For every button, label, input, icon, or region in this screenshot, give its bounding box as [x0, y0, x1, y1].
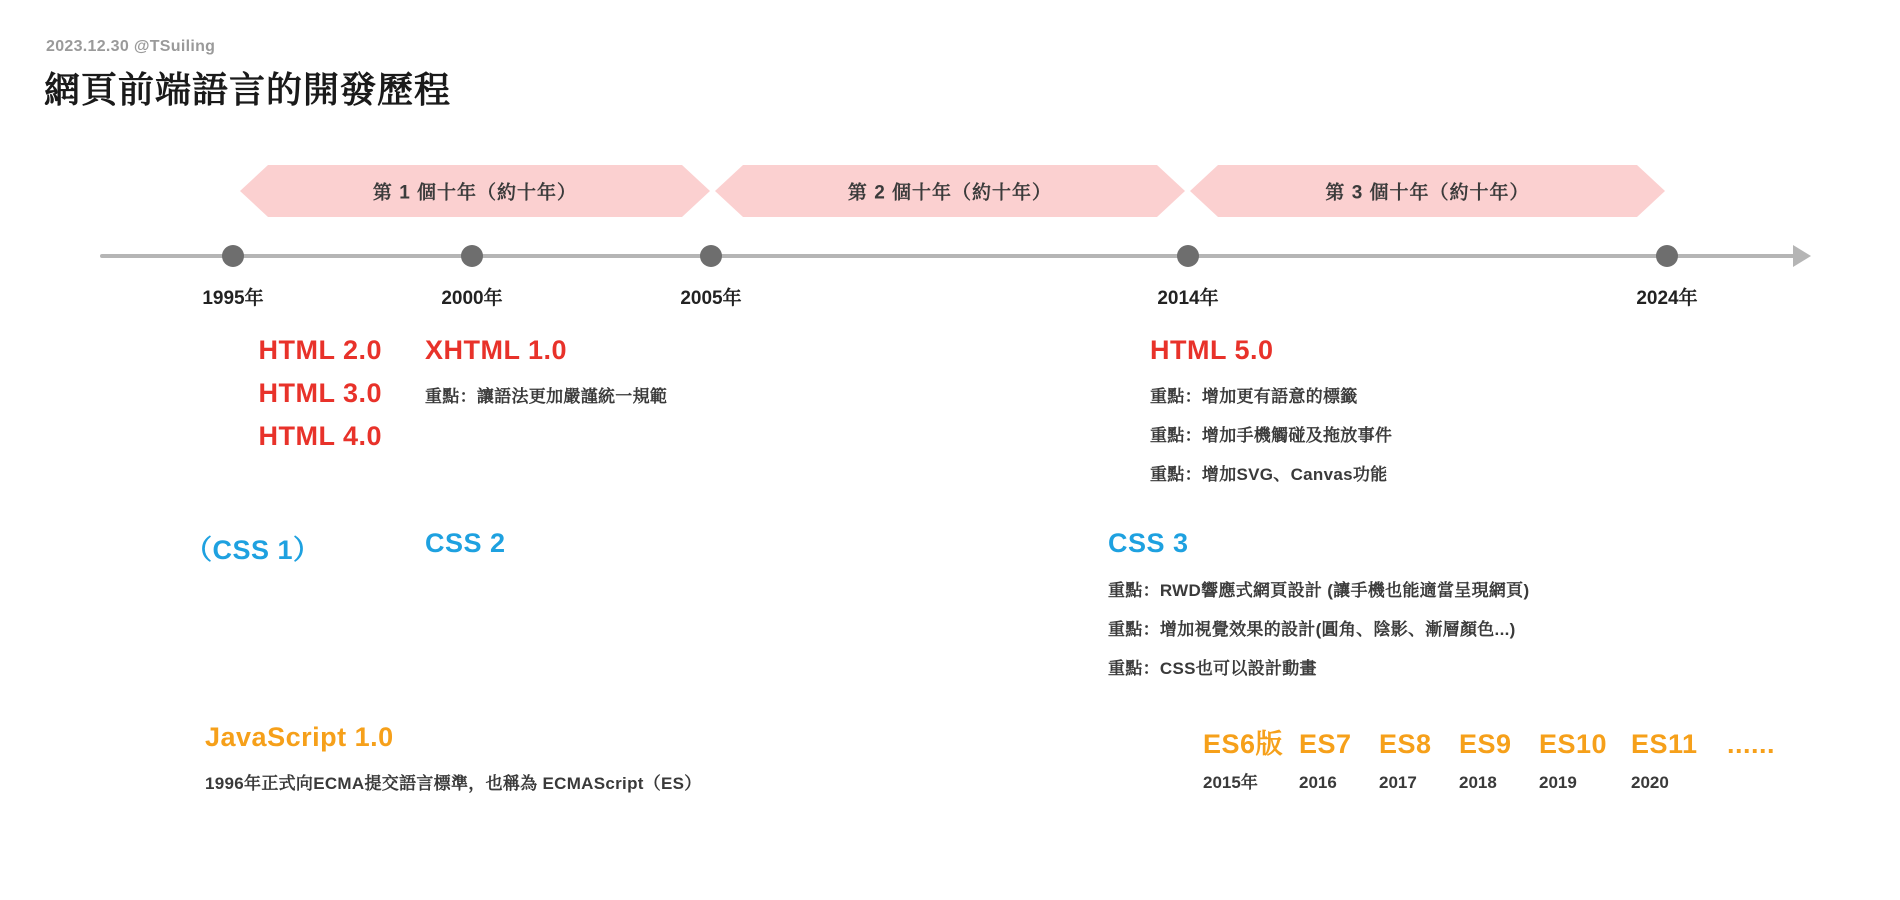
timeline-node	[1656, 245, 1678, 267]
js-2000-group	[205, 722, 702, 794]
css3-note: 重點：RWD響應式網頁設計 (讓手機也能適當呈現網頁)	[1108, 581, 1530, 600]
css3-note: 重點：增加視覺效果的設計(圓角、陰影、漸層顏色...)	[1108, 620, 1516, 639]
css3-note: 重點：CSS也可以設計動畫	[1108, 659, 1317, 678]
es-year-label: 2016	[1299, 773, 1337, 792]
page-title: 網頁前端語言的開發歷程	[44, 69, 452, 110]
timeline-year-label: 2000年	[441, 288, 503, 309]
es-year-label: 2015年	[1203, 773, 1258, 792]
css-2000-group	[425, 528, 506, 559]
html5-note: 重點：增加手機觸碰及拖放事件	[1150, 426, 1393, 445]
decade-arrow-1	[240, 165, 710, 217]
html-version-item: HTML 4.0	[258, 421, 382, 451]
html5-note: 重點：增加SVG、Canvas功能	[1150, 465, 1388, 484]
es-year-label: 2018	[1459, 773, 1497, 792]
es-year-label: 2017	[1379, 773, 1417, 792]
timeline-year-label: 1995年	[202, 288, 264, 309]
es-version-label: ES9	[1459, 729, 1512, 759]
xhtml-note: 重點：讓語法更加嚴謹統一規範	[425, 387, 668, 406]
timeline-year-label: 2014年	[1157, 288, 1219, 309]
css-2014-group	[1108, 528, 1529, 679]
css1-title: （CSS 1）	[185, 535, 321, 565]
es-version-label: ES7	[1299, 729, 1352, 759]
javascript-note: 1996年正式向ECMA提交語言標準，也稱為 ECMAScript（ES）	[205, 774, 702, 793]
html-2014-group	[1150, 335, 1392, 485]
author-handle: @TSuiling	[133, 38, 216, 55]
timeline-node	[700, 245, 722, 267]
css2-title: CSS 2	[425, 528, 506, 558]
decade-arrow-label: 第 2 個十年（約十年）	[847, 182, 1053, 204]
es-years-row	[1203, 768, 1727, 793]
decade-arrow-2	[715, 165, 1185, 217]
es-versions-row	[1203, 722, 1775, 761]
decade-arrow-label: 第 1 個十年（約十年）	[372, 182, 578, 204]
xhtml-title: XHTML 1.0	[425, 335, 568, 365]
timeline-year-label: 2005年	[680, 288, 742, 309]
timeline-arrow-head-icon	[1793, 245, 1811, 267]
meta-line	[46, 38, 215, 56]
html-version-item: HTML 3.0	[258, 378, 382, 408]
publish-date: 2023.12.30	[46, 38, 130, 55]
timeline-node	[1177, 245, 1199, 267]
html5-title: HTML 5.0	[1150, 335, 1274, 365]
es-version-label: ES8	[1379, 729, 1432, 759]
es-year-label: 2020	[1631, 773, 1669, 792]
html-version-item: HTML 2.0	[258, 335, 382, 365]
css3-title: CSS 3	[1108, 528, 1189, 558]
javascript-title: JavaScript 1.0	[205, 722, 394, 752]
decade-arrow-label: 第 3 個十年（約十年）	[1325, 182, 1530, 204]
html-2000-group	[425, 335, 667, 407]
timeline-year-label: 2024年	[1636, 288, 1698, 309]
es-version-label: ......	[1727, 729, 1776, 759]
css-1995-group	[185, 528, 321, 567]
es-year-label: 2019	[1539, 773, 1577, 792]
timeline-node	[222, 245, 244, 267]
es-version-label: ES10	[1539, 729, 1608, 759]
html-1995-group	[0, 335, 382, 452]
html5-note: 重點：增加更有語意的標籤	[1150, 387, 1358, 406]
timeline-node	[461, 245, 483, 267]
es-version-label: ES11	[1631, 729, 1698, 759]
es-version-label: ES6版	[1203, 729, 1284, 759]
decade-arrow-3	[1190, 165, 1665, 217]
timeline-axis	[100, 254, 1800, 258]
